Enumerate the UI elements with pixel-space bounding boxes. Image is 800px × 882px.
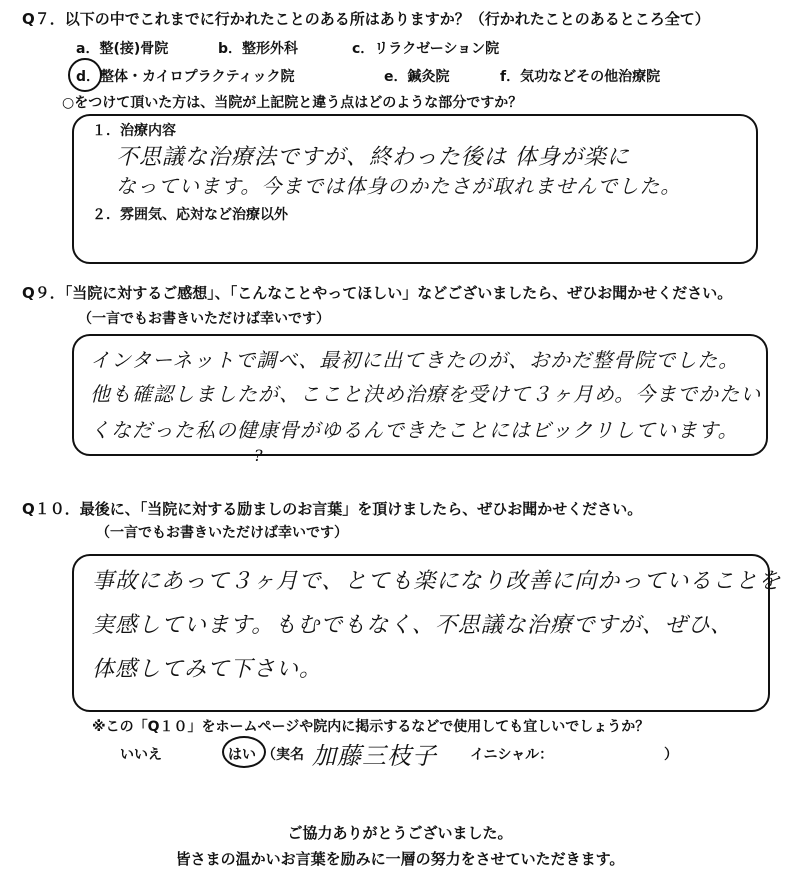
q9-annotation: ? [254, 446, 264, 465]
q7-answer1-line1: 不思議な治療法ですが、終わった後は 体身が楽に [116, 145, 630, 170]
initial-label: イニシャル： [470, 747, 554, 763]
option-d-circle-mark [68, 58, 102, 92]
q7-option-f: f．気功などその他治療院 [500, 69, 661, 85]
q9-note: （一言でもお書きいただけば幸いです） [78, 311, 330, 327]
q7-item2-label: ２．雰囲気、応対など治療以外 [92, 207, 288, 223]
q10-answer-line3: 体感してみて下さい。 [92, 657, 323, 682]
q7-option-b: b．整形外科 [218, 41, 299, 57]
q7-option-a: a．整(接)骨院 [76, 41, 169, 57]
q10-question: Q１０．最後に、「当院に対する励ましのお言葉」を頂けましたら、ぜひお聞かせください。 [22, 500, 643, 518]
q9-answer-line1: インターネットで調べ、最初に出てきたのが、おかだ整骨院でした。 [90, 348, 740, 372]
q7-followup: ○をつけて頂いた方は、当院が上記院と違う点はどのような部分ですか？ [62, 95, 523, 111]
permission-yes-label: はい [228, 747, 256, 763]
initial-close-paren: ） [664, 747, 678, 763]
footer-thanks: ご協力ありがとうございました。 [287, 824, 513, 842]
q7-option-c: c．リラクゼーション院 [352, 41, 500, 57]
q7-option-e: e．鍼灸院 [384, 69, 450, 85]
q9-question: Q９．「当院に対するご感想」、「こんなことやってほしい」などございましたら、ぜひお聞かせください。 [22, 284, 733, 302]
real-name-value: 加藤三枝子 [312, 742, 437, 770]
q10-note: （一言でもお書きいただけば幸いです） [96, 525, 348, 541]
q10-permission: ※この「Q１０」をホームページや院内に掲示するなどで使用しても宜しいでしょうか？ [92, 719, 650, 735]
q9-answer-line2: 他も確認しましたが、ここと決め治療を受けて３ヶ月め。今までかたい [90, 382, 762, 406]
q9-answer-line3: くなだった私の健康骨がゆるんできたことにはビックリしています。 [90, 418, 739, 442]
q7-option-d: d．整体・カイロプラクティック院 [76, 69, 295, 85]
q10-answer-line2: 実感しています。もむでもなく、不思議な治療ですが、ぜひ、 [92, 613, 733, 638]
q10-answer-line1: 事故にあって３ヶ月で、とても楽になり改善に向かっていることを [92, 569, 782, 594]
footer-message: 皆さまの温かいお言葉を励みに一層の努力をさせていただきます。 [175, 850, 625, 868]
q7-answer1-line2: なっています。今までは体身のかたさが取れませんでした。 [116, 174, 682, 198]
permission-no-label: いいえ [120, 747, 162, 763]
real-name-label: （実名 [262, 747, 304, 763]
q7-question: Q７．以下の中でこれまでに行かれたことのある所はありますか？（行かれたことのあるところ全て） [22, 10, 710, 28]
q7-item1-label: １．治療内容 [92, 123, 176, 139]
